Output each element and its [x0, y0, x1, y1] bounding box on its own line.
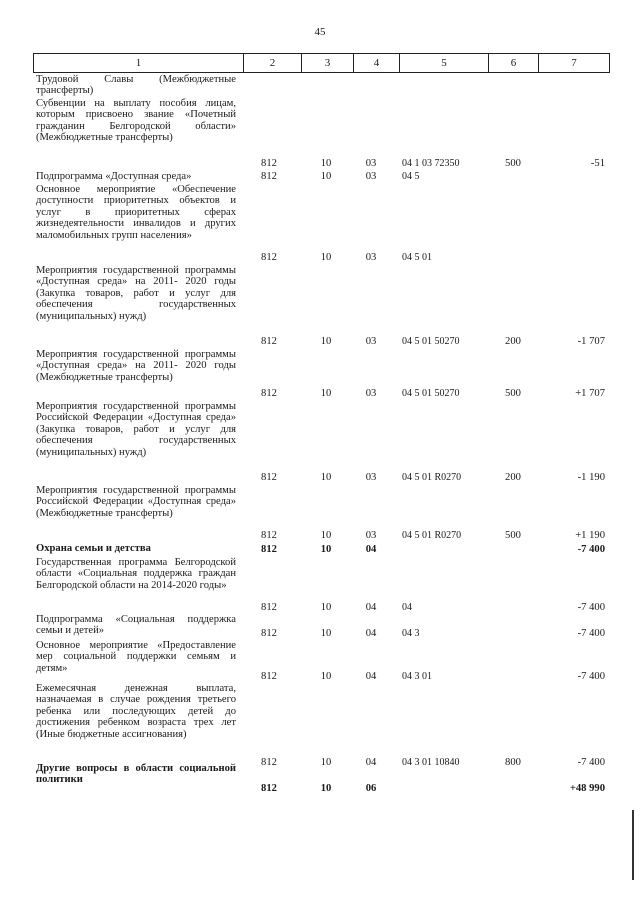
table-row [36, 557, 608, 614]
row-section: 10 [320, 388, 332, 399]
table-row [36, 485, 608, 542]
row-section: 10 [320, 530, 332, 541]
table-row [36, 543, 608, 556]
row-ministry-code: 812 [261, 336, 277, 347]
row-target-article: 04 3 01 [402, 671, 432, 682]
row-section: 10 [320, 671, 332, 682]
row-ministry-code: 812 [261, 472, 277, 483]
row-target-article: 04 5 01 50270 [402, 336, 460, 347]
row-section: 10 [320, 783, 332, 794]
row-section: 10 [320, 158, 332, 169]
row-section: 10 [320, 252, 332, 263]
table-row [36, 265, 608, 348]
table-row [36, 171, 608, 183]
row-subsection: 03 [365, 252, 377, 263]
row-amount: -1 707 [577, 336, 605, 347]
row-subsection: 03 [365, 530, 377, 541]
row-amount: -51 [590, 158, 605, 169]
page-number: 45 [314, 26, 326, 38]
row-subsection: 04 [365, 628, 377, 639]
row-ministry-code: 812 [261, 757, 277, 768]
row-ministry-code: 812 [261, 158, 277, 169]
row-target-article: 04 3 01 10840 [402, 757, 460, 768]
row-name: Мероприятия государственной программы «Доступная среда» на 2011- 2020 годы (Межбюджетные трансферты) [36, 349, 236, 383]
table-row [36, 614, 608, 640]
row-amount: -7 400 [577, 671, 605, 682]
row-ministry-code: 812 [261, 530, 277, 541]
row-amount: -7 400 [577, 544, 605, 555]
row-name: Мероприятия государственной программы «Доступная среда» на 2011- 2020 годы (Закупка товаров, работ и услуг для обеспечения государственных (муниципальных) нужд) [36, 265, 236, 322]
row-name: Основное мероприятие «Обеспечение доступности приоритетных объектов и услуг в приоритетных сферах жизнедеятельности инвалидов и других маломобильных групп населения» [36, 184, 236, 241]
header-col-4: 4 [354, 54, 400, 73]
row-target-article: 04 5 01 50270 [402, 388, 460, 399]
row-name: Государственная программа Белгородской области «Социальная поддержка граждан Белгородской области на 2014-2020 годы» [36, 557, 236, 591]
row-name: Мероприятия государственной программы Российской Федерации «Доступная среда» (Закупка товаров, работ и услуг для обеспечения государственных (муниципальных) нужд) [36, 401, 236, 458]
table-row [36, 683, 608, 769]
row-target-article: 04 5 [402, 171, 420, 182]
row-section: 10 [320, 602, 332, 613]
row-name: Подпрограмма «Доступная среда» [36, 171, 192, 182]
row-target-article: 04 1 03 72350 [402, 158, 460, 169]
row-amount: -7 400 [577, 757, 605, 768]
table-row [36, 401, 608, 484]
table-row [36, 184, 608, 264]
row-name: Ежемесячная денежная выплата, назначаемая в случае рождения третьего ребенка или последующих детей до достижения ребенком возраста трех лет (Иные бюджетные ассигнования) [36, 683, 236, 740]
row-ministry-code: 812 [261, 171, 277, 182]
row-ministry-code: 812 [261, 388, 277, 399]
row-subsection: 04 [365, 757, 377, 768]
row-subsection: 04 [365, 544, 377, 555]
row-subsection: 04 [365, 671, 377, 682]
row-subsection: 03 [365, 472, 377, 483]
row-name: Трудовой Славы (Межбюджетные трансферты) [36, 74, 236, 97]
row-name: Основное мероприятие «Предоставление мер социальной поддержки семьям и детям» [36, 640, 236, 674]
row-amount: +1 190 [575, 530, 605, 541]
row-expense-type: 200 [505, 472, 521, 483]
row-amount: +1 707 [575, 388, 605, 399]
row-section: 10 [320, 336, 332, 347]
row-ministry-code: 812 [261, 628, 277, 639]
row-subsection: 04 [365, 602, 377, 613]
row-amount: +48 990 [569, 783, 605, 794]
row-amount: -7 400 [577, 602, 605, 613]
row-target-article: 04 5 01 R0270 [402, 472, 462, 483]
row-target-article: 04 5 01 [402, 252, 432, 263]
table-row [36, 98, 608, 170]
row-name: Подпрограмма «Социальная поддержка семьи и детей» [36, 614, 236, 637]
row-ministry-code: 812 [261, 671, 277, 682]
row-subsection: 03 [365, 336, 377, 347]
table-row [36, 74, 608, 97]
row-section: 10 [320, 628, 332, 639]
row-subsection: 03 [365, 158, 377, 169]
row-expense-type: 500 [505, 530, 521, 541]
table-row [36, 763, 608, 795]
row-section: 10 [320, 171, 332, 182]
scan-edge-mark [632, 810, 634, 880]
row-section: 10 [320, 472, 332, 483]
header-col-5: 5 [400, 54, 489, 73]
table-row [36, 640, 608, 683]
row-ministry-code: 812 [261, 783, 277, 794]
row-target-article: 04 3 [402, 628, 420, 639]
row-expense-type: 800 [505, 757, 521, 768]
row-expense-type: 500 [505, 158, 521, 169]
row-amount: -7 400 [577, 628, 605, 639]
row-ministry-code: 812 [261, 252, 277, 263]
header-col-7: 7 [539, 54, 610, 73]
row-section: 10 [320, 544, 332, 555]
row-name: Другие вопросы в области социальной политики [36, 763, 236, 786]
row-name: Мероприятия государственной программы Российской Федерации «Доступная среда» (Межбюджетные трансферты) [36, 485, 236, 519]
row-name: Охрана семьи и детства [36, 543, 151, 554]
row-ministry-code: 812 [261, 602, 277, 613]
table-header [33, 53, 609, 73]
row-amount: -1 190 [577, 472, 605, 483]
row-subsection: 03 [365, 388, 377, 399]
row-name: Субвенции на выплату пособия лицам, которым присвоено звание «Почетный гражданин Белгородской области» (Межбюджетные трансферты) [36, 98, 236, 144]
row-expense-type: 500 [505, 388, 521, 399]
header-col-3: 3 [302, 54, 354, 73]
header-col-1: 1 [34, 54, 244, 73]
row-target-article: 04 [402, 602, 412, 613]
header-col-6: 6 [489, 54, 539, 73]
row-ministry-code: 812 [261, 544, 277, 555]
row-section: 10 [320, 757, 332, 768]
row-expense-type: 200 [505, 336, 521, 347]
row-target-article: 04 5 01 R0270 [402, 530, 462, 541]
row-subsection: 03 [365, 171, 377, 182]
row-subsection: 06 [365, 783, 377, 794]
header-col-2: 2 [244, 54, 302, 73]
table-row [36, 349, 608, 400]
